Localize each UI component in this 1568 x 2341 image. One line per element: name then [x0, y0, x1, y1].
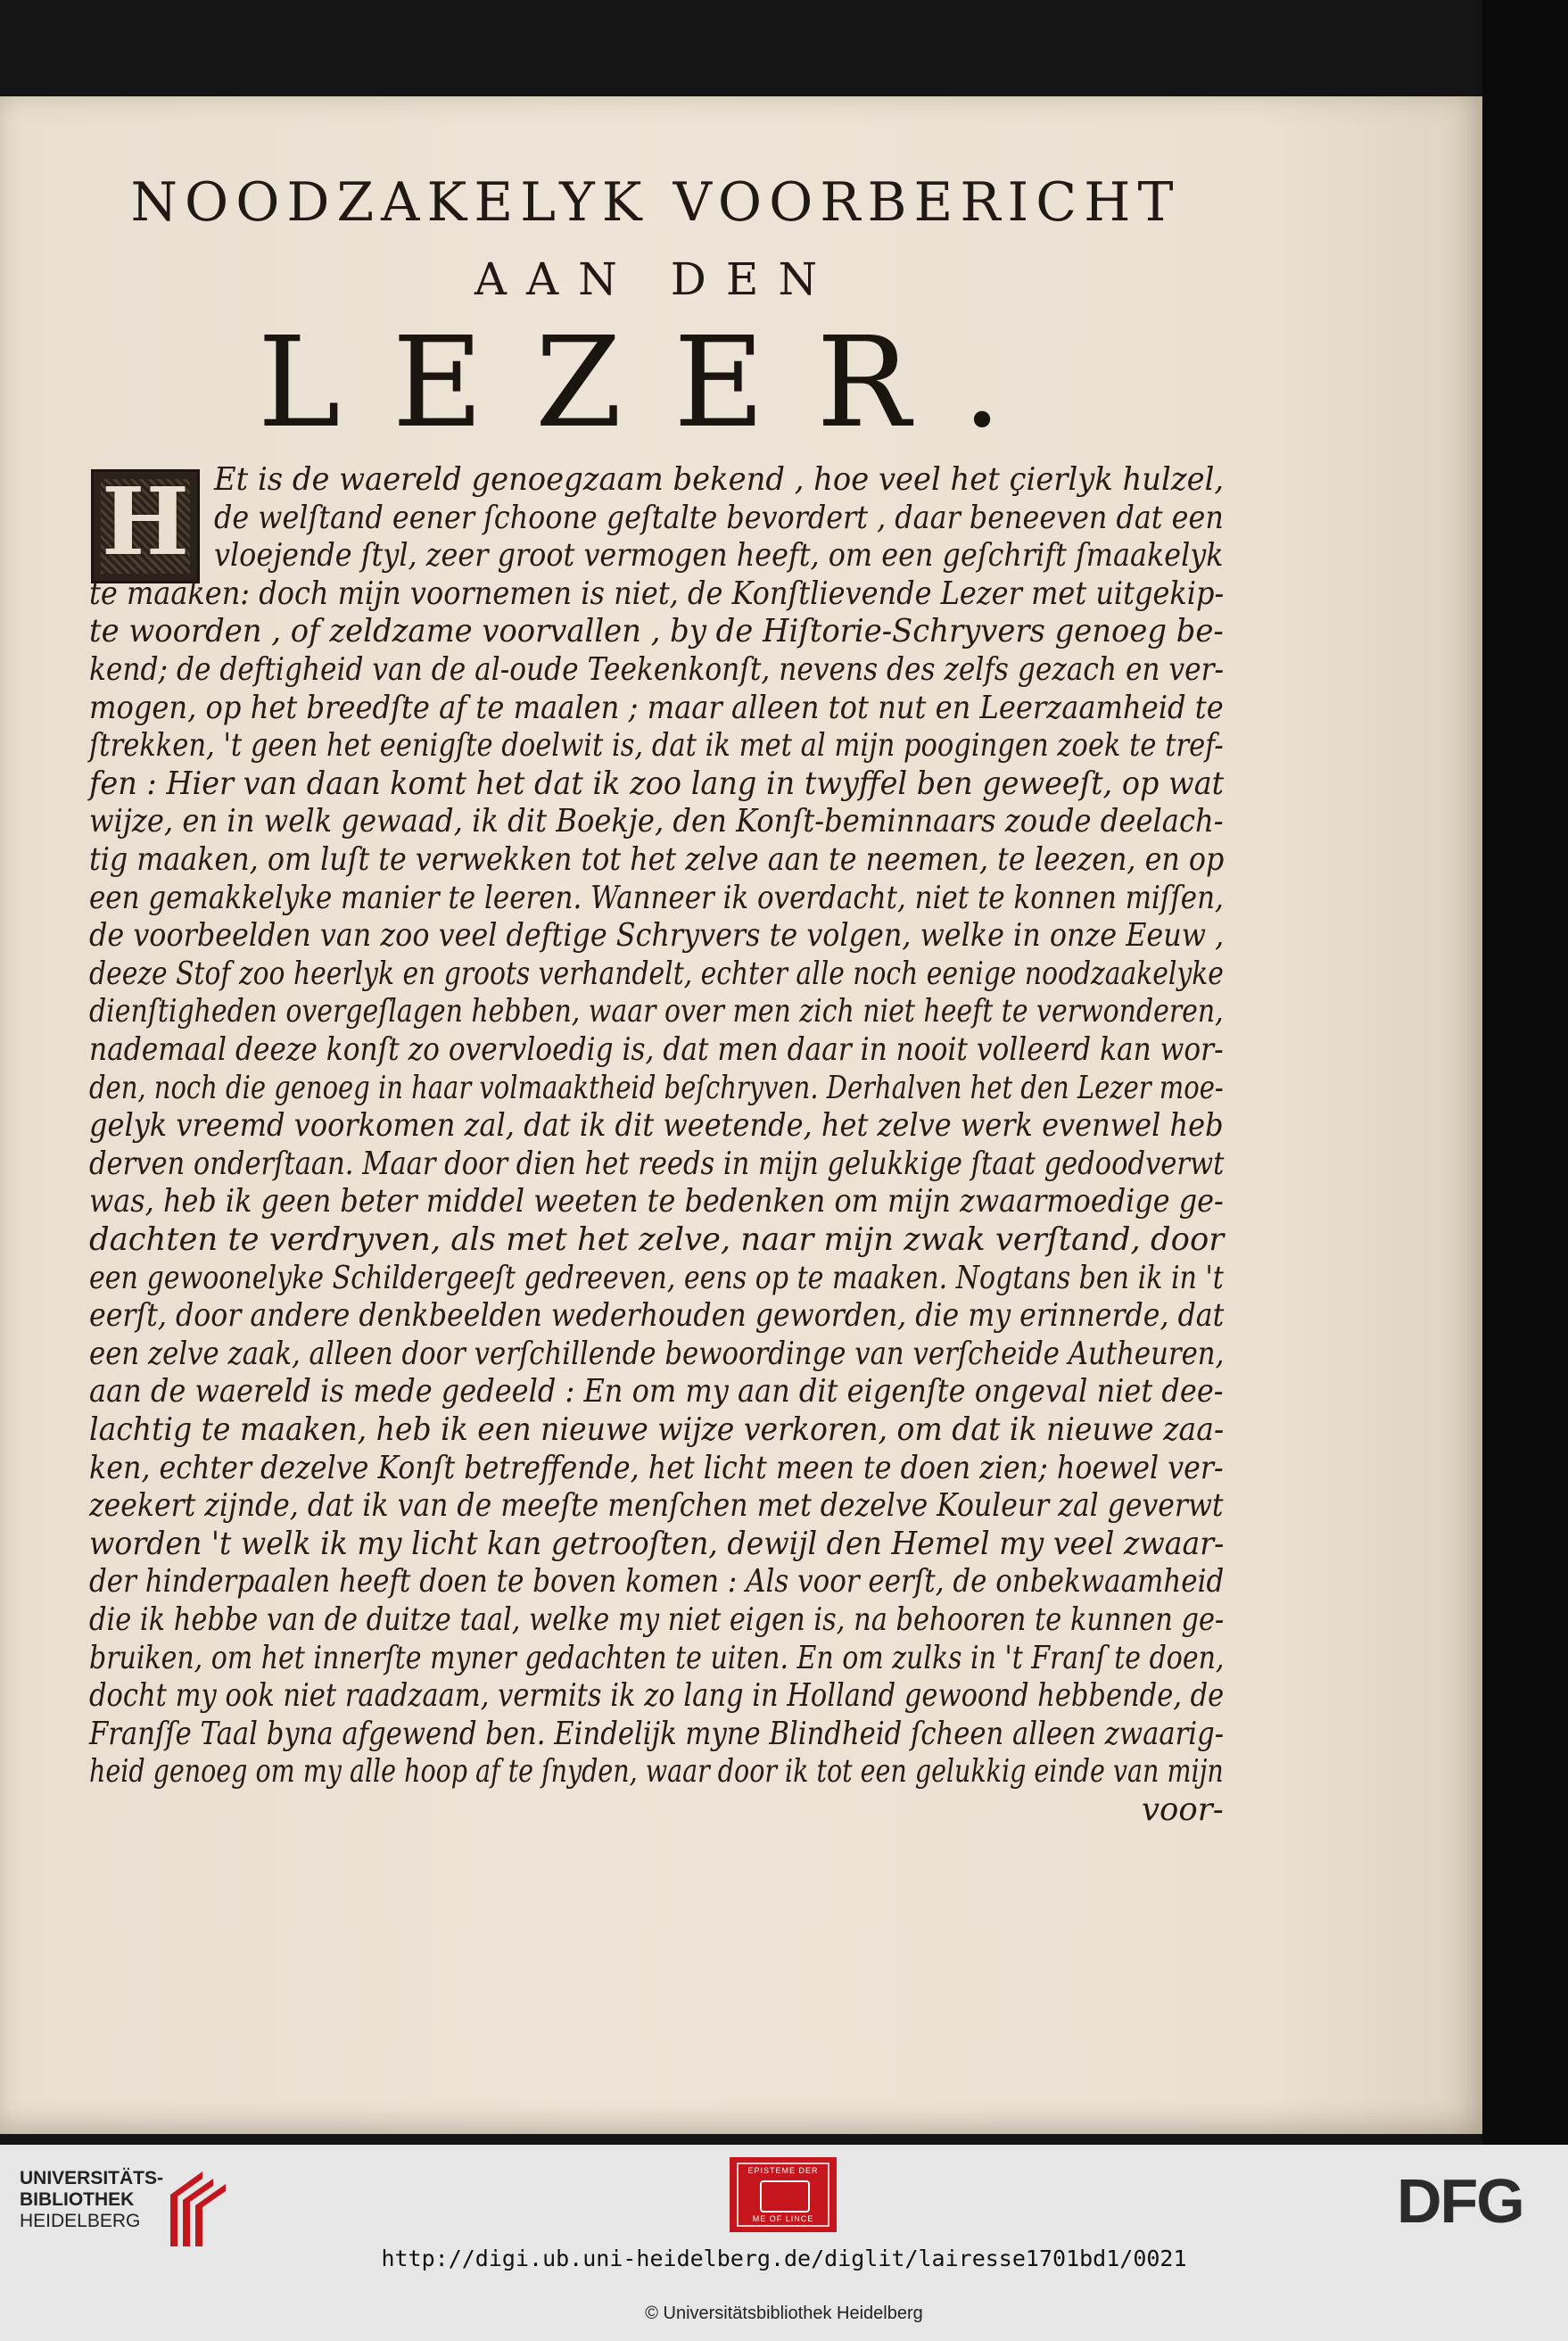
text-line: de welſtand eener ſchoone geſtalte bevordert , daar beneeven dat een [214, 499, 1224, 536]
text-line: Et is de waereld genoegzaam bekend , hoe veel het çierlyk hulzel, [214, 461, 1225, 498]
text-line: nademaal deeze konſt zo overvloedig is, dat men daar in nooit volleerd kan wor- [89, 1031, 1224, 1068]
text-line: een gemakkelyke manier te leeren. Wanneer ik overdacht, niet te konnen miſſen, [89, 879, 1224, 916]
text-line: derven onderſtaan. Maar door dien het reeds in mijn gelukkige ſtaat gedoodverwt [89, 1145, 1225, 1182]
text-line: was, heb ik geen beter middel weeten te bedenken om mijn zwaarmoedige ge- [89, 1183, 1224, 1220]
episteme-logo[interactable] [730, 2157, 837, 2232]
initial-letter: H [101, 467, 190, 576]
text-line: te woorden , of zeldzame voorvallen , by de Hiſtorie-Schryvers genoeg be- [89, 613, 1224, 650]
text-line: wijze, en in welk gewaad, ik dit Boekje, den Konſt-beminnaars zoude deelach- [89, 803, 1224, 840]
text-line: bruiken, om het innerſte myner gedachten te uiten. En om zulks in 't Franſ te doen, [89, 1639, 1225, 1676]
text-line: den, noch die genoeg in haar volmaaktheid beſchryven. Derhalven het den Lezer moe- [89, 1069, 1224, 1106]
text-line: mogen, op het breedſte af te maalen ; maar alleen tot nut en Leerzaamheid te [89, 689, 1224, 726]
text-line: vloejende ſtyl, zeer groot vermogen heeft, om een geſchrift ſmaakelyk [214, 537, 1224, 575]
text-line: die ik hebbe van de duitze taal, welke my niet eigen is, na behooren te kunnen ge- [89, 1601, 1225, 1638]
text-line: Franſſe Taal byna afgewend ben. Eindelijk myne Blindheid ſcheen alleen zwaarig- [89, 1715, 1225, 1752]
text-line: fen : Hier van daan komt het dat ik zoo lang in twyffel ben geweeſt, op wat [89, 765, 1225, 802]
text-line: lachtig te maaken, heb ik een nieuwe wijze verkoren, om dat ik nieuwe zaa- [89, 1411, 1225, 1448]
title-line-1: NOODZAKELYK VOORBERICHT [130, 171, 1181, 234]
text-line: deeze Stof zoo heerlyk en groots verhandelt, echter alle noch eenige noodzaakelyke [89, 955, 1224, 992]
library-name-line-2: BIBLIOTHEK [20, 2189, 135, 2210]
body-text [0, 96, 1482, 2134]
text-line: tig maaken, om luſt te verwekken tot het zelve aan te neemen, te leezen, en op [89, 841, 1225, 878]
copyright-notice: © Universitätsbibliothek Heidelberg [645, 2304, 923, 2323]
text-line: de voorbeelden van zoo veel deftige Schryvers te volgen, welke in onze Eeuw , [89, 917, 1225, 955]
scan-dark-edge [1482, 0, 1568, 2145]
university-library-logo[interactable] [20, 2168, 243, 2243]
text-line: te maaken: doch mijn voornemen is niet, de Konſtlievende Lezer met uitgekip- [89, 575, 1225, 612]
episteme-logo-bottom-text: ME OF LINCE [752, 2214, 814, 2223]
text-line: dienſtigheden overgeſlagen hebben, waar over men zich niet heeft te verwonderen, [89, 993, 1224, 1030]
text-line: der hinderpaalen heeft doen te boven komen : Als voor eerſt, de onbekwaamheid [89, 1563, 1225, 1601]
title-line-3: LEZER. [257, 310, 1054, 456]
page-paper [0, 96, 1482, 2134]
episteme-emblem-icon [760, 2180, 810, 2213]
title-line-2: AAN DEN [474, 253, 838, 305]
text-line: ken, echter dezelve Konſt betreffende, het licht meen te doen zien; hoewel ver- [89, 1449, 1224, 1486]
text-line: worden 't welk ik my licht kan getrooſten, dewijl den Hemel my veel zwaar- [89, 1525, 1225, 1562]
text-line: voor- [1142, 1791, 1224, 1828]
text-line: een gewoonelyke Schildergeeſt gedreeven, eens op te maaken. Nogtans ben ik in 't [89, 1259, 1224, 1296]
text-line: dachten te verdryven, als met het zelve, naar mijn zwak verſtand, door [89, 1221, 1225, 1258]
library-mark-icon [167, 2168, 236, 2248]
text-line: ſtrekken, 't geen het eenigſte doelwit is, dat ik met al mijn poogingen zoek te tref- [89, 727, 1224, 765]
text-line: docht my ook niet raadzaam, vermits ik zo lang in Holland gewoond hebbende, de [89, 1677, 1225, 1715]
text-line: aan de waereld is mede gedeeld : En om my aan dit eigenſte ongeval niet dee- [89, 1373, 1224, 1410]
permalink-url[interactable]: http://digi.ub.uni-heidelberg.de/diglit/lairesse1701bd1/0021 [381, 2246, 1187, 2271]
episteme-logo-top-text: EPISTEME DER [747, 2166, 819, 2175]
text-line: een zelve zaak, alleen door verſchillende bewoordinge van verſcheide Autheuren, [89, 1335, 1225, 1372]
text-line: eerſt, door andere denkbeelden wederhouden geworden, die my erinnerde, dat [89, 1297, 1225, 1335]
text-line: gelyk vreemd voorkomen zal, dat ik dit weetende, het zelve werk evenwel heb [89, 1107, 1224, 1145]
library-name-line-1: UNIVERSITÄTS- [20, 2168, 164, 2188]
text-line: kend; de deftigheid van de al-oude Teekenkonſt, nevens des zelfs gezach en ver- [89, 651, 1225, 688]
text-line: heid genoeg om my alle hoop af te ſnyden, waar door ik tot een gelukkig einde van mijn [89, 1753, 1224, 1791]
library-name-line-3: HEIDELBERG [20, 2211, 141, 2231]
text-line: zeekert zijnde, dat ik van de meeſte menſchen met dezelve Kouleur zal geverwt [89, 1487, 1224, 1525]
dfg-logo[interactable]: DFG [1397, 2166, 1523, 2236]
